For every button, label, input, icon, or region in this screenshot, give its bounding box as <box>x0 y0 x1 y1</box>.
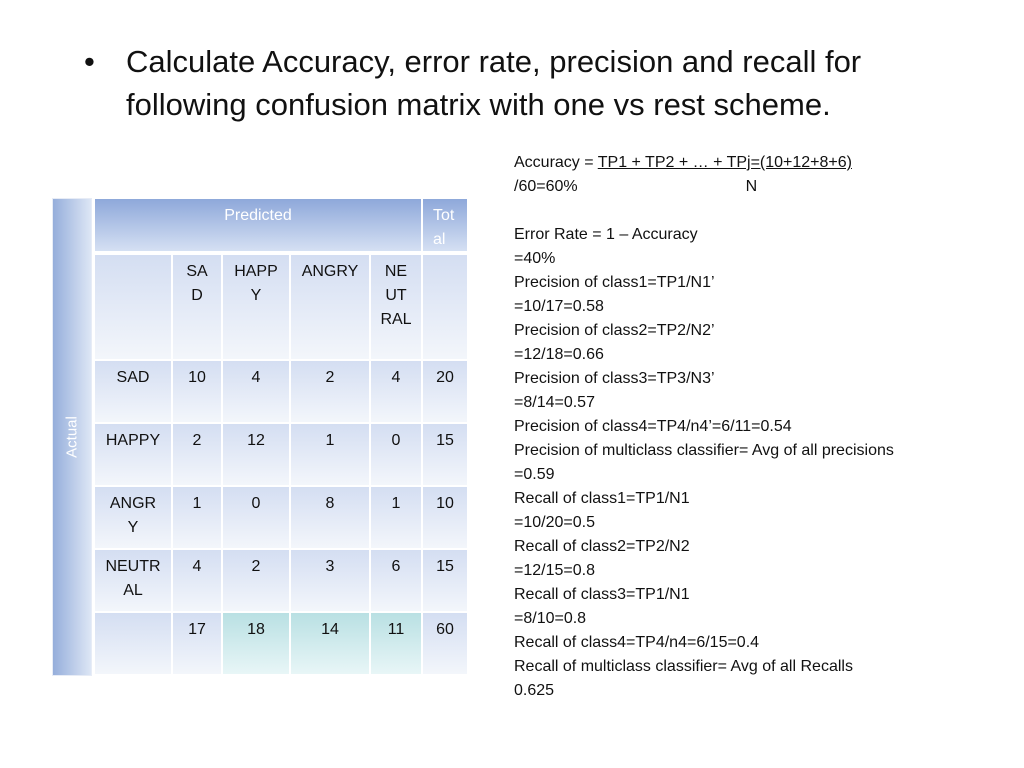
matrix-cell: 4 <box>172 549 222 612</box>
note-line: Recall of class2=TP2/N2 <box>514 538 690 555</box>
note-line: Recall of class4=TP4/n4=6/15=0.4 <box>514 634 760 651</box>
note-line: Precision of class3=TP3/N3’ <box>514 370 715 387</box>
matrix-cell: 8 <box>290 486 370 549</box>
note-line: =8/10=0.8 <box>514 610 587 627</box>
note-line: Precision of class4=TP4/n4’=6/11=0.54 <box>514 418 792 435</box>
col-header-angry <box>290 254 370 360</box>
note-line: =0.59 <box>514 466 555 483</box>
total-header <box>422 198 468 252</box>
note-line: Precision of multiclass classifier= Avg of all precisions <box>514 442 894 459</box>
row-label-happy <box>94 423 172 486</box>
note-line: 0.625 <box>514 682 555 699</box>
row-label-line: NEUTR <box>105 558 161 575</box>
note-line: Recall of multiclass classifier= Avg of all Recalls <box>514 658 853 675</box>
note-line: Error Rate = 1 – Accuracy <box>514 226 698 243</box>
accuracy-result-line <box>514 175 994 199</box>
matrix-cell: 4 <box>222 360 290 423</box>
row-total: 15 <box>422 549 468 612</box>
note-line: =10/20=0.5 <box>514 514 595 531</box>
accuracy-prefix: Accuracy = <box>514 154 598 171</box>
row-total: 10 <box>422 486 468 549</box>
row-label-angry <box>94 486 172 549</box>
row-total: 20 <box>422 360 468 423</box>
actual-axis-bar <box>52 198 92 676</box>
grand-total: 60 <box>422 612 468 675</box>
note-line: =40% <box>514 250 556 267</box>
matrix-cell: 3 <box>290 549 370 612</box>
matrix-cell: 1 <box>290 423 370 486</box>
total-label-line: al <box>433 231 446 248</box>
calculation-notes <box>514 151 994 703</box>
matrix-cell: 2 <box>290 360 370 423</box>
row-label-line: AL <box>123 582 143 599</box>
col-header-line: UT <box>385 287 407 304</box>
col-header-line: NE <box>384 263 408 280</box>
col-total: 18 <box>222 612 290 675</box>
row-total: 15 <box>422 423 468 486</box>
col-header-line: ANGRY <box>301 263 359 280</box>
row-label-neutral <box>94 549 172 612</box>
col-header-neutral <box>370 254 422 360</box>
note-line: =10/17=0.58 <box>514 298 604 315</box>
row-label-sad <box>94 360 172 423</box>
col-header-sad <box>172 254 222 360</box>
matrix-cell: 0 <box>222 486 290 549</box>
accuracy-denominator: N <box>745 178 758 195</box>
row-label-line: HAPPY <box>105 432 161 449</box>
note-line: Precision of class2=TP2/N2’ <box>514 322 715 339</box>
row-label-line: ANGR <box>109 495 157 512</box>
predicted-header <box>94 198 422 252</box>
row-label-line: SAD <box>116 369 150 386</box>
col-header-happy <box>222 254 290 360</box>
matrix-cell: 10 <box>172 360 222 423</box>
matrix-cell: 4 <box>370 360 422 423</box>
accuracy-result: /60=60% <box>514 178 578 195</box>
actual-label: Actual <box>63 416 81 458</box>
col-header-line: Y <box>250 287 262 304</box>
note-line: =8/14=0.57 <box>514 394 595 411</box>
corner-cell <box>94 254 172 360</box>
col-total: 17 <box>172 612 222 675</box>
note-line: Precision of class1=TP1/N1’ <box>514 274 715 291</box>
predicted-label: Predicted <box>224 207 292 224</box>
total-label-line: Tot <box>433 207 455 224</box>
bullet: • <box>84 44 95 79</box>
accuracy-line <box>514 151 994 175</box>
col-header-line: SA <box>186 263 208 280</box>
note-line: =12/15=0.8 <box>514 562 595 579</box>
title-text: Calculate Accuracy, error rate, precision and recall for following confusion matrix with one vs rest scheme. <box>126 44 862 122</box>
matrix-cell: 2 <box>222 549 290 612</box>
note-line: Recall of class1=TP1/N1 <box>514 490 690 507</box>
row-label-line: Y <box>127 519 139 536</box>
matrix-cell: 12 <box>222 423 290 486</box>
matrix-cell: 1 <box>172 486 222 549</box>
accuracy-formula: TP1 + TP2 + … + TPj=(10+12+8+6) <box>597 154 852 171</box>
matrix-cell: 2 <box>172 423 222 486</box>
totals-row-label-blank <box>94 612 172 675</box>
col-header-line: RAL <box>380 311 412 328</box>
matrix-cell: 6 <box>370 549 422 612</box>
col-header-line: HAPP <box>234 263 278 280</box>
note-line: =12/18=0.66 <box>514 346 604 363</box>
col-header-line: D <box>191 287 203 304</box>
col-total: 14 <box>290 612 370 675</box>
note-line: Recall of class3=TP1/N1 <box>514 586 690 603</box>
matrix-cell: 1 <box>370 486 422 549</box>
col-header-total-blank <box>422 254 468 360</box>
matrix-cell: 0 <box>370 423 422 486</box>
col-total: 11 <box>370 612 422 675</box>
